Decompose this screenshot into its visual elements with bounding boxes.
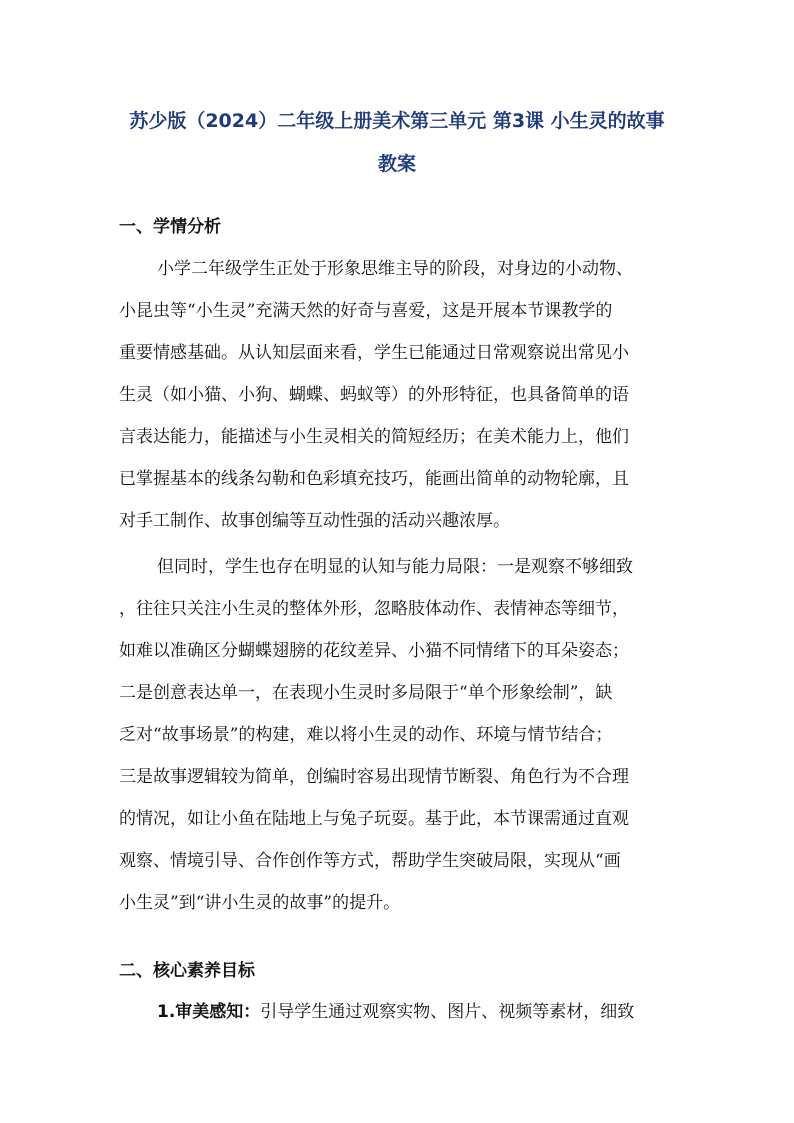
document-title-line1: 苏少版（2024）二年级上册美术第三单元 第3课 小生灵的故事 xyxy=(129,110,665,132)
paragraph-line: 小昆虫等“小生灵”充满天然的好奇与喜爱，这是开展本节课教学的 xyxy=(119,301,613,321)
paragraph-line: 言表达能力，能描述与小生灵相关的简短经历；在美术能力上，他们 xyxy=(119,427,629,447)
paragraph-line: 生灵（如小猫、小狗、蝴蝶、蚂蚁等）的外形特征，也具备简单的语 xyxy=(119,385,629,405)
section-heading-learner-analysis: 一、学情分析 xyxy=(119,217,221,237)
paragraph-line: 三是故事逻辑较为简单，创编时容易出现情节断裂、角色行为不合理 xyxy=(119,767,629,787)
paragraph-line: 对手工制作、故事创编等互动性强的活动兴趣浓厚。 xyxy=(119,511,510,531)
paragraph-line: 但同时，学生也存在明显的认知与能力局限：一是观察不够细致 xyxy=(157,557,633,577)
document-title-line2: 教案 xyxy=(377,153,416,175)
goal-item-text: 引导学生通过观察实物、图片、视频等素材，细致 xyxy=(260,1002,635,1022)
paragraph-line: 观察、情境引导、合作创作等方式，帮助学生突破局限，实现从“画 xyxy=(119,851,621,871)
paragraph-line: 的情况，如让小鱼在陆地上与兔子玩耍。基于此，本节课需通过直观 xyxy=(119,809,629,829)
goal-item-label: 1.审美感知： xyxy=(157,1002,261,1022)
paragraph-line: 二是创意表达单一，在表现小生灵时多局限于“单个形象绘制”，缺 xyxy=(119,683,613,703)
paragraph-line: 乏对“故事场景”的构建，难以将小生灵的动作、环境与情节结合； xyxy=(119,725,613,745)
paragraph-line: 已掌握基本的线条勾勒和色彩填充技巧，能画出简单的动物轮廓，且 xyxy=(119,469,629,489)
section-heading-core-literacy-goals: 二、核心素养目标 xyxy=(119,961,255,981)
paragraph-line: 如难以准确区分蝴蝶翅膀的花纹差异、小猫不同情绪下的耳朵姿态； xyxy=(119,641,629,661)
goal-item-aesthetic-perception xyxy=(157,1001,679,1023)
paragraph-line: 重要情感基础。从认知层面来看，学生已能通过日常观察说出常见小 xyxy=(119,343,629,363)
paragraph-line: 小生灵”到“讲小生灵的故事”的提升。 xyxy=(119,893,401,913)
paragraph-line: 小学二年级学生正处于形象思维主导的阶段，对身边的小动物、 xyxy=(157,259,633,279)
paragraph-line: ，往往只关注小生灵的整体外形，忽略肢体动作、表情神态等细节， xyxy=(119,599,629,619)
